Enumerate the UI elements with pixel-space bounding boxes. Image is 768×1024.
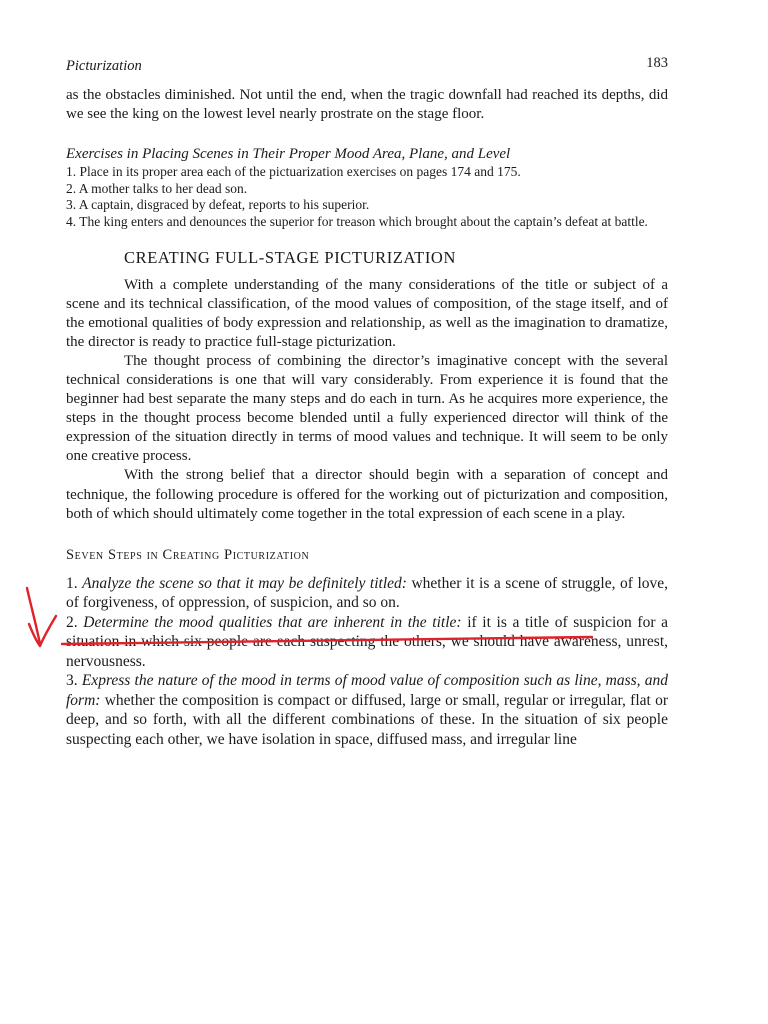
paragraph-continued: as the obstacles diminished. Not until the end, when the tragic downfall had reached its depths, did we see the king on the lowest level nearly prostrate on the stage floor. [66, 87, 668, 122]
page-body [66, 86, 668, 749]
steps-list [66, 574, 668, 750]
step-number: 2. [66, 613, 78, 631]
exercise-item: 4. The king enters and denounces the superior for treason which brought about the captain’s defeat at battle. [66, 213, 648, 229]
step-item [66, 671, 668, 749]
step-text: whether it is a scene of struggle, of love, of forgiveness, of oppression, of suspicion, and so on. [66, 574, 669, 611]
step-item [66, 574, 668, 613]
step-number: 3. [66, 672, 78, 689]
step-lead: Express the nature of the mood in terms of mood value of composition such as line, mass, and form: [66, 672, 669, 709]
step-text: if it is a title of suspicion for a situation in which six people are each suspecting the others, we should have awareness, unrest, nervousness. [66, 613, 668, 670]
step-number: 1. [66, 574, 78, 592]
paragraph-thought-process: The thought process of combining the director’s imaginative concept with the several technical considerations is one that will vary considerably. From experience it is found that the beginner had best separate the many steps and do each in turn. As he acquires more experience, the steps in the thought process become blended until a fully experienced director will think of the expression of the situation directly in terms of mood values and technique. It will seem to be only one creative process. [66, 353, 668, 464]
page-number: 183 [646, 55, 668, 71]
paragraph-procedure: With the strong belief that a director should begin with a separation of concept and technique, the following procedure is offered for the working out of picturization and composition, both of which should ultimately come together in the total expression of each scene in a play. [66, 467, 668, 522]
section-heading: CREATING FULL-STAGE PICTURIZATION [124, 248, 456, 267]
step-lead: Analyze the scene so that it may be definitely titled: [82, 574, 407, 592]
steps-heading: Seven Steps in Creating Picturization [66, 546, 310, 563]
exercises-heading: Exercises in Placing Scenes in Their Proper Mood Area, Plane, and Level [66, 146, 511, 162]
exercise-item: 2. A mother talks to her dead son. [66, 180, 248, 196]
running-head-title: Picturization [66, 58, 142, 74]
exercise-item: 3. A captain, disgraced by defeat, reports to his superior. [66, 197, 370, 212]
paragraph-understanding: With a complete understanding of the many considerations of the title or subject of a scene and its technical classification, of the mood values of composition, of the stage itself, and of the emotional qualities of body expression and relationship, as well as the imagination to dramatize, the director is ready to practice full-stage picturization. [66, 277, 668, 350]
running-head [66, 55, 668, 77]
red-arrow-mark [27, 588, 56, 646]
exercise-item: 1. Place in its proper area each of the pictuarization exercises on pages 174 and 175. [66, 164, 521, 179]
step-lead: Determine the mood qualities that are inherent in the title: [83, 613, 462, 631]
step-text: whether the composition is compact or diffused, large or small, regular or irregular, flat or deep, and so forth, with all the different combinations of these. In the situation of six people suspecting each other, we have isolation in space, diffused mass, and irregular line [66, 691, 668, 748]
exercises-list [66, 164, 668, 230]
step-item [66, 613, 668, 672]
